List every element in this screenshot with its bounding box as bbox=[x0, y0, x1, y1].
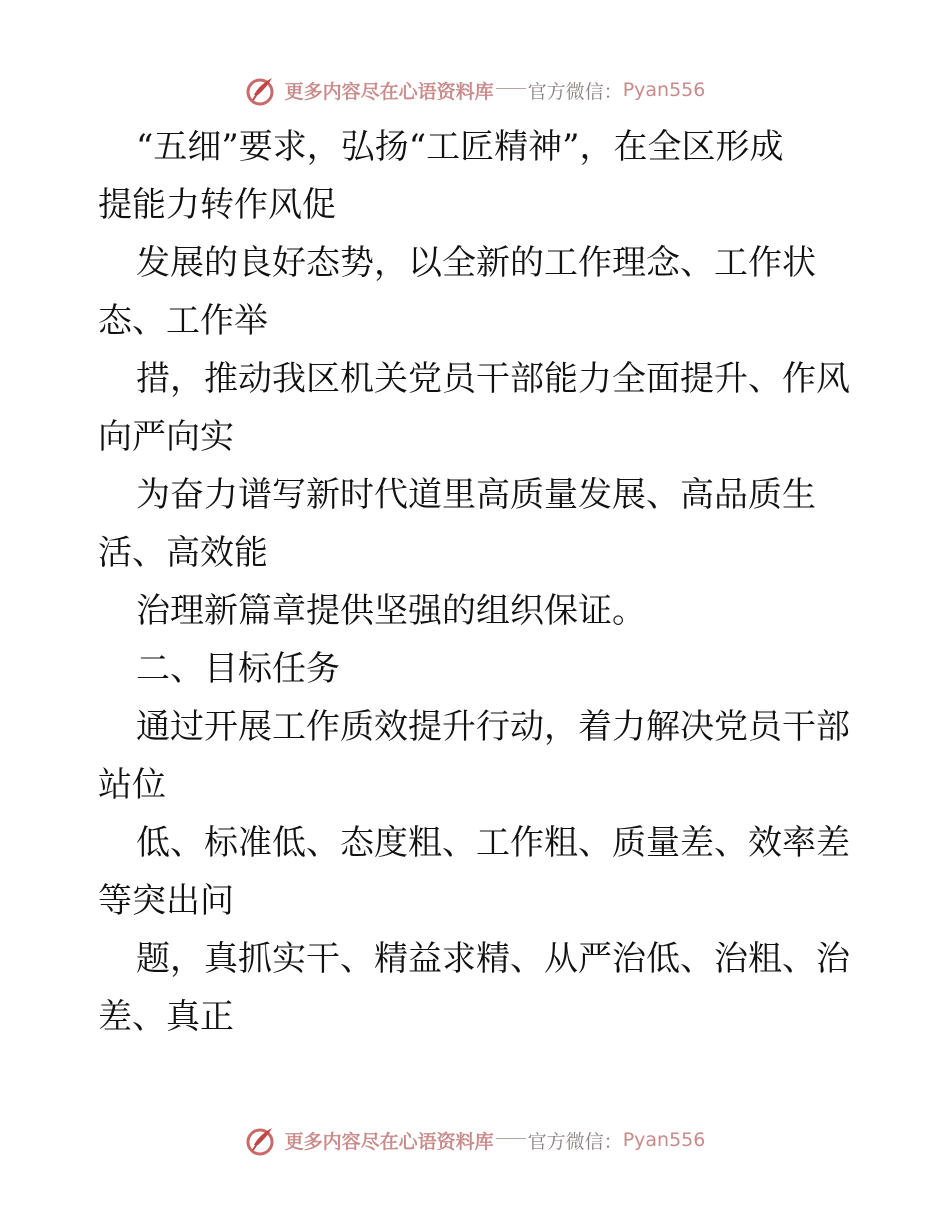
footer-watermark bbox=[0, 1120, 950, 1160]
paragraph-line: 活、高效能 bbox=[98, 533, 268, 573]
quill-pen-logo-icon bbox=[245, 73, 279, 107]
paragraph-line: 治理新篇章提供坚强的组织保证。 bbox=[136, 591, 646, 631]
paragraph-line: 发展的良好态势，以全新的工作理念、工作状 bbox=[136, 243, 816, 283]
paragraph-line: 通过开展工作质效提升行动，着力解决党员干部 bbox=[136, 707, 850, 747]
paragraph-line: 措，推动我区机关党员干部能力全面提升、作风 bbox=[136, 359, 850, 399]
paragraph-line: 态、工作举 bbox=[98, 301, 268, 341]
paragraph-line: 题，真抓实干、精益求精、从严治低、治粗、治 bbox=[136, 939, 850, 979]
paragraph-line: “五细”要求，弘扬“工匠精神”，在全区形成 bbox=[136, 127, 784, 167]
header-watermark bbox=[0, 70, 950, 110]
paragraph-line: 提能力转作风促 bbox=[98, 185, 336, 225]
paragraph-line: 向严向实 bbox=[98, 417, 234, 457]
paragraph-line: 为奋力谱写新时代道里高质量发展、高品质生 bbox=[136, 475, 816, 515]
watermark-brand-text: 更多内容尽在心语资料库 bbox=[284, 80, 494, 103]
watermark-separator bbox=[496, 88, 526, 89]
quill-pen-logo-icon bbox=[245, 1123, 279, 1157]
document-body bbox=[98, 118, 858, 1046]
paragraph-line: 二、目标任务 bbox=[136, 649, 340, 689]
paragraph-line: 低、标准低、态度粗、工作粗、质量差、效率差 bbox=[136, 823, 850, 863]
paragraph-line: 站位 bbox=[98, 765, 166, 805]
paragraph-line: 等突出问 bbox=[98, 881, 234, 921]
watermark-brand-text: 更多内容尽在心语资料库 bbox=[284, 1130, 494, 1153]
watermark-official-label: 官方微信： bbox=[527, 80, 623, 103]
watermark-wechat-id: Pyan556 bbox=[622, 79, 706, 101]
watermark-separator bbox=[496, 1138, 526, 1139]
paragraph-line: 差、真正 bbox=[98, 997, 234, 1037]
watermark-official-label: 官方微信： bbox=[527, 1130, 623, 1153]
watermark-wechat-id: Pyan556 bbox=[622, 1129, 706, 1151]
